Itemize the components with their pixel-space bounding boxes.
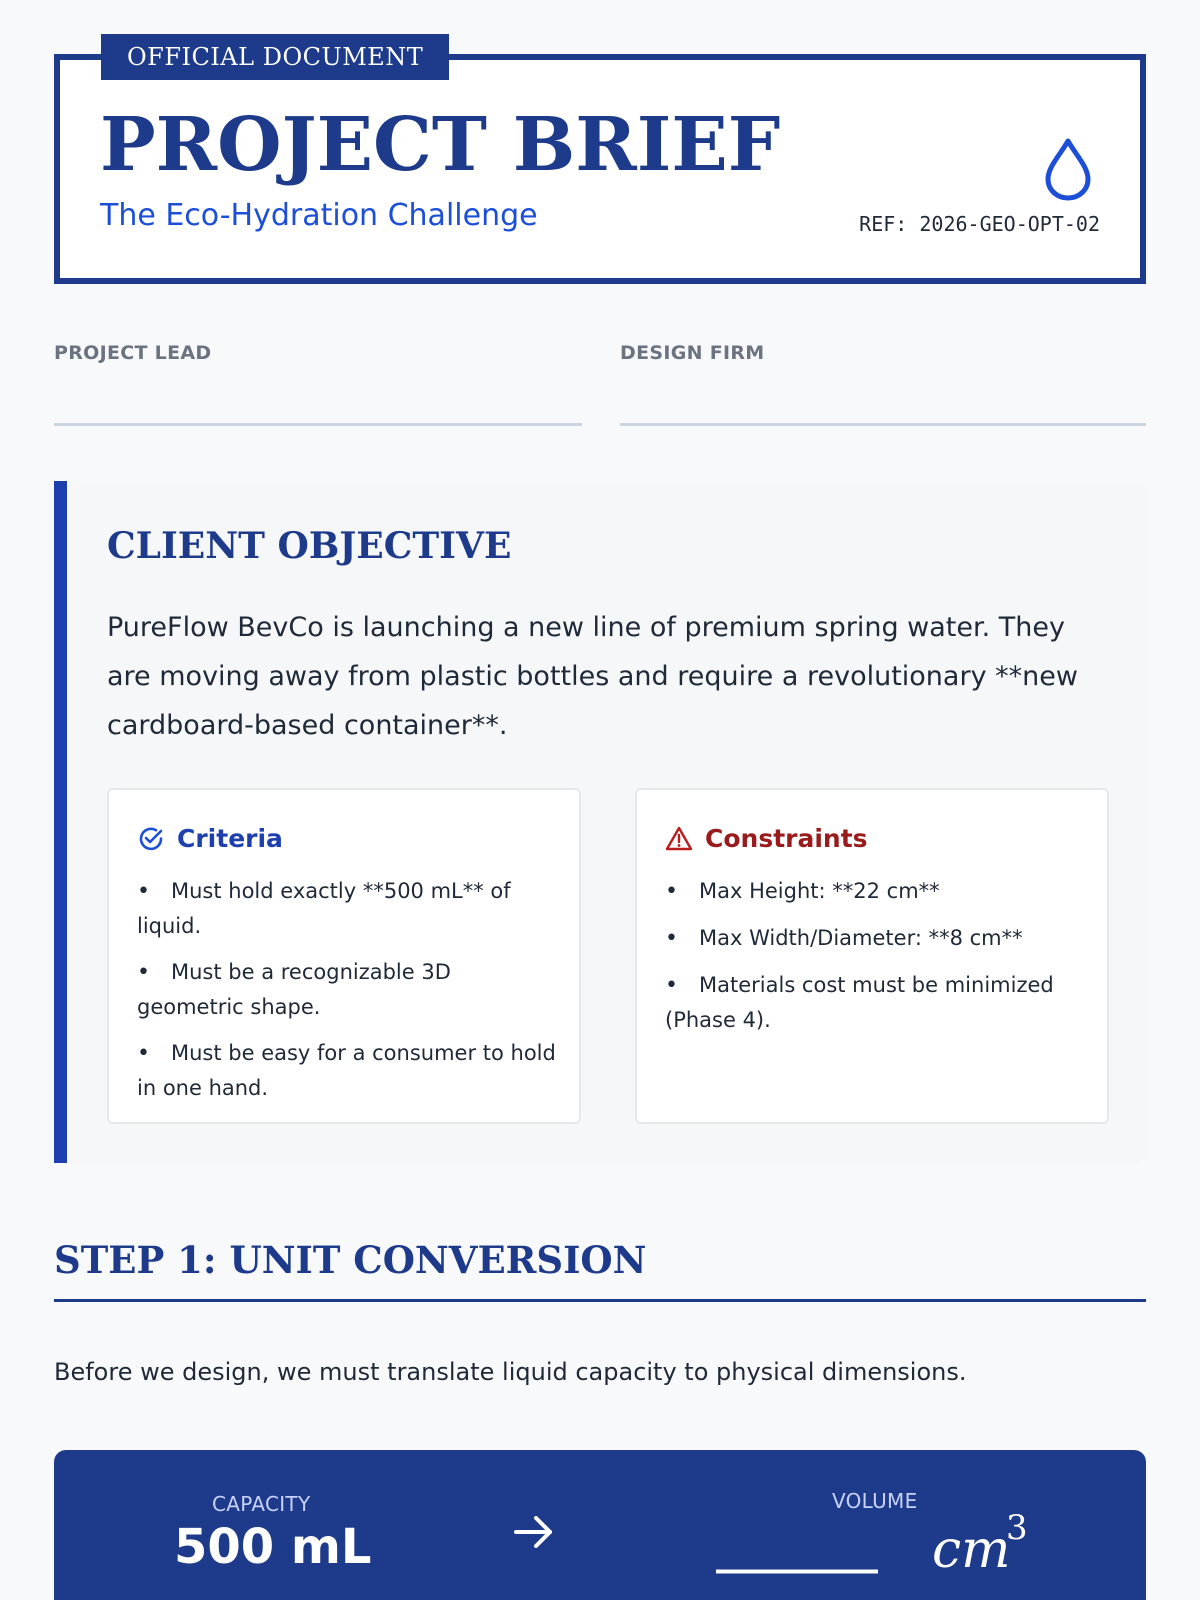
client-objective-text: PureFlow BevCo is launching a new line of premium spring water. They are moving away from plastic bottles and require a revolutionary **new cardboard-based container**. [107,612,1078,741]
capacity-label: CAPACITY [212,1492,311,1516]
list-item: • Max Height: **22 cm** [665,874,1085,909]
constraints-list [665,874,1085,1049]
official-document-tag: OFFICIAL DOCUMENT [101,34,449,80]
volume-unit: cm [932,1520,1011,1580]
constraints-card [635,788,1109,1124]
volume-answer-blank[interactable]: ________ [716,1523,876,1574]
volume-label: VOLUME [832,1489,918,1513]
list-item: • Must be a recognizable 3D geometric shape. [137,955,557,1024]
step-1-heading: STEP 1: UNIT CONVERSION [54,1238,647,1282]
project-lead-label: PROJECT LEAD [54,342,212,364]
design-firm-label: DESIGN FIRM [620,342,765,364]
design-firm-field[interactable] [620,423,1146,426]
arrow-right-icon [512,1510,556,1554]
criteria-title: Criteria [177,824,283,853]
capacity-value: 500 mL [174,1519,372,1575]
list-item: • Must be easy for a consumer to hold in one hand. [137,1036,557,1105]
criteria-list [137,874,557,1117]
list-item: • Materials cost must be minimized (Phase 4). [665,968,1085,1037]
check-circle-icon [137,825,165,853]
project-lead-field[interactable] [54,423,582,426]
reference-code: REF: 2026-GEO-OPT-02 [859,212,1100,236]
page-title: PROJECT BRIEF [100,102,781,188]
page-subtitle: The Eco-Hydration Challenge [100,198,538,233]
divider [54,1299,1146,1302]
water-drop-icon [1042,137,1094,201]
criteria-card [107,788,581,1124]
step-1-text: Before we design, we must translate liquid capacity to physical dimensions. [54,1358,967,1386]
client-objective-heading: CLIENT OBJECTIVE [107,525,512,567]
volume-unit-exponent: 3 [1006,1508,1028,1548]
constraints-title: Constraints [705,824,868,853]
warning-triangle-icon [665,825,693,853]
list-item: • Max Width/Diameter: **8 cm** [665,921,1085,956]
list-item: • Must hold exactly **500 mL** of liquid. [137,874,557,943]
